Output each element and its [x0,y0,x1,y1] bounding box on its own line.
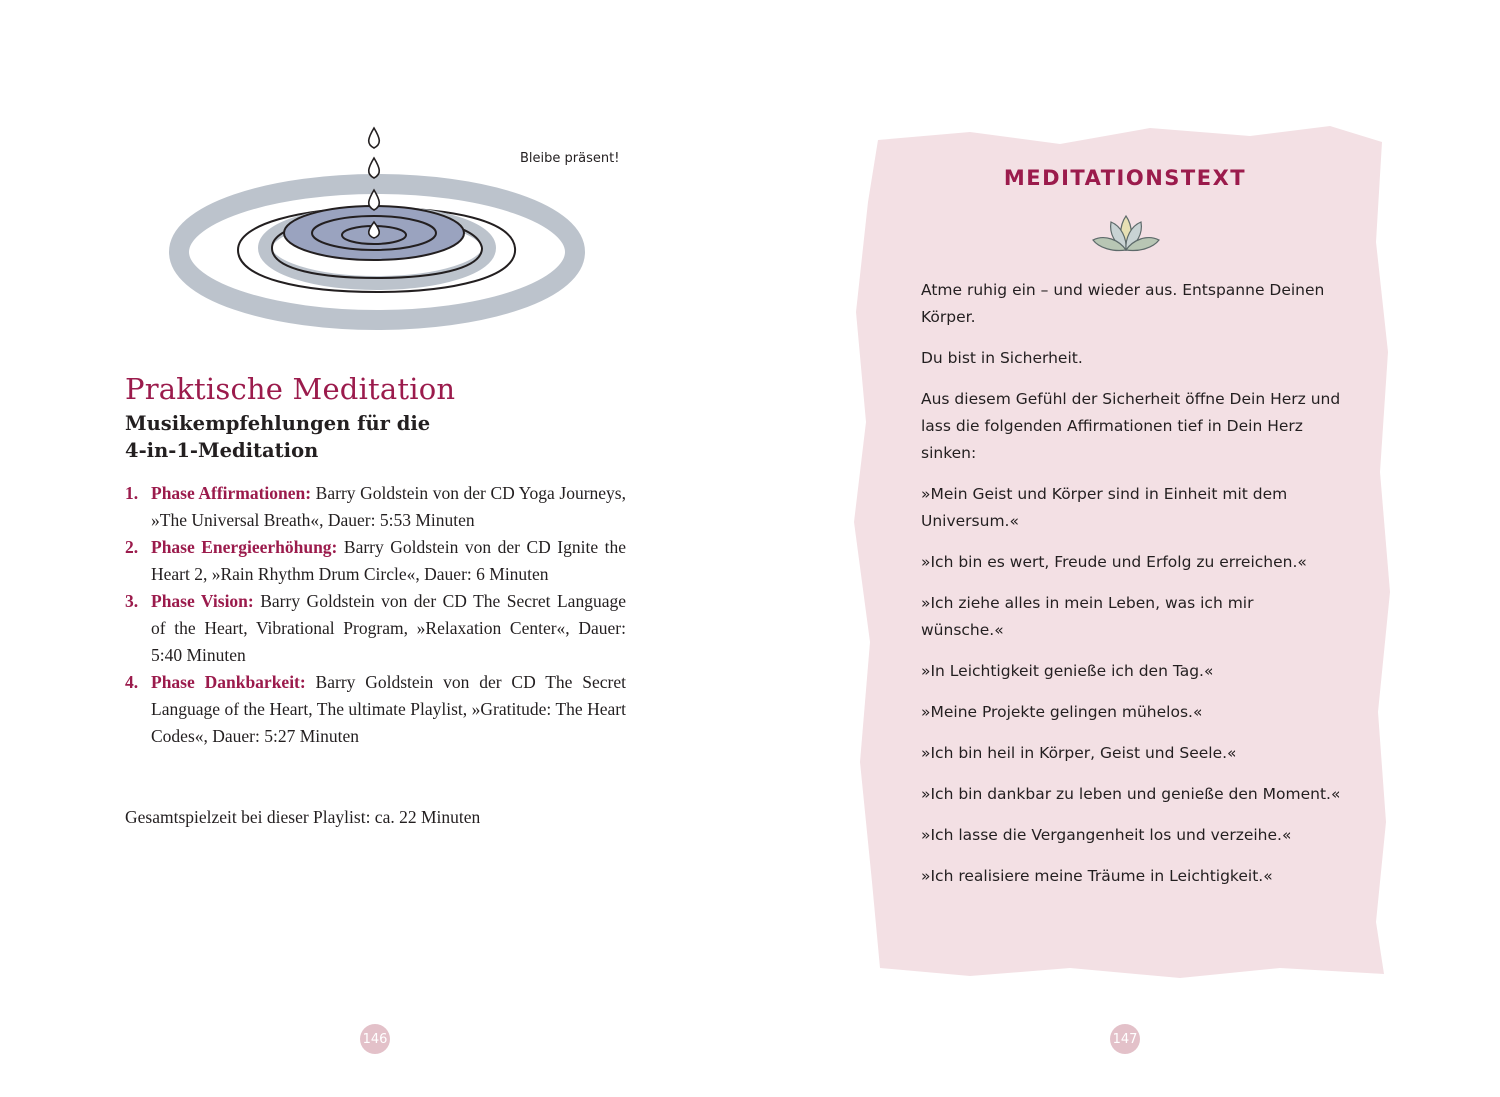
list-item [125,588,626,669]
list-item [125,480,626,534]
subtitle-line: 4-in-1-Meditation [125,439,319,462]
item-number: 4. [125,672,139,692]
lotus-icon [1091,214,1161,254]
affirmation: »Ich lasse die Vergangenheit los und verzeihe.« [921,826,1292,844]
paragraph: Atme ruhig ein – und wieder aus. Entspanne Deinen Körper. [921,281,1325,326]
page-number: 147 [1110,1024,1140,1054]
section-subtitle [125,410,545,464]
paragraph: Aus diesem Gefühl der Sicherheit öffne Dein Herz und lass die folgenden Affirmationen tief in Dein Herz sinken: [921,390,1341,462]
affirmation: »Ich realisiere meine Träume in Leichtigkeit.« [921,867,1273,885]
affirmation: »Meine Projekte gelingen mühelos.« [921,703,1203,721]
item-text: Barry Goldstein von der CD The Secret Language of the Heart, Vibrational Program, »Relaxation Center«, Dauer: 5:40 Minuten [151,591,626,665]
water-drop-icon [369,128,380,148]
water-drop-icon [369,158,380,178]
meditation-text-title: MEDITATIONSTEXT [1003,166,1247,190]
affirmation: »Mein Geist und Körper sind in Einheit mit dem Universum.« [921,485,1288,530]
item-label: Phase Vision: [151,591,254,611]
list-item [125,669,626,750]
item-text: Barry Goldstein von der CD Yoga Journeys, »The Universal Breath«, Dauer: 5:53 Minuten [151,483,626,530]
total-playtime: Gesamtspielzeit bei dieser Playlist: ca. 22 Minuten [125,807,481,827]
affirmation: »Ich bin es wert, Freude und Erfolg zu erreichen.« [921,553,1307,571]
item-text: Barry Goldstein von der CD The Secret Language of the Heart, The ultimate Playlist, »Gratitude: The Heart Codes«, Dauer: 5:27 Minuten [151,672,627,746]
illustration-caption: Bleibe präsent! [520,151,620,166]
affirmation: »Ich ziehe alles in mein Leben, was ich mir wünsche.« [921,594,1254,639]
affirmation: »In Leichtigkeit genieße ich den Tag.« [921,662,1214,680]
meditation-text [921,277,1341,904]
paragraph: Du bist in Sicherheit. [921,349,1083,367]
list-item [125,534,626,588]
item-text: Barry Goldstein von der CD Ignite the Heart 2, »Rain Rhythm Drum Circle«, Dauer: 6 Minuten [151,537,626,584]
subtitle-line: Musikempfehlungen für die [125,412,431,435]
item-number: 1. [125,483,139,503]
item-label: Phase Affirmationen: [151,483,312,503]
music-recommendation-list [125,480,626,750]
affirmation: »Ich bin dankbar zu leben und genieße den Moment.« [921,785,1341,803]
page-number: 146 [360,1024,390,1054]
section-title: Praktische Meditation [125,372,456,406]
item-number: 2. [125,537,139,557]
affirmation: »Ich bin heil in Körper, Geist und Seele.« [921,744,1237,762]
item-label: Phase Energieerhöhung: [151,537,338,557]
item-label: Phase Dankbarkeit: [151,672,306,692]
item-number: 3. [125,591,139,611]
